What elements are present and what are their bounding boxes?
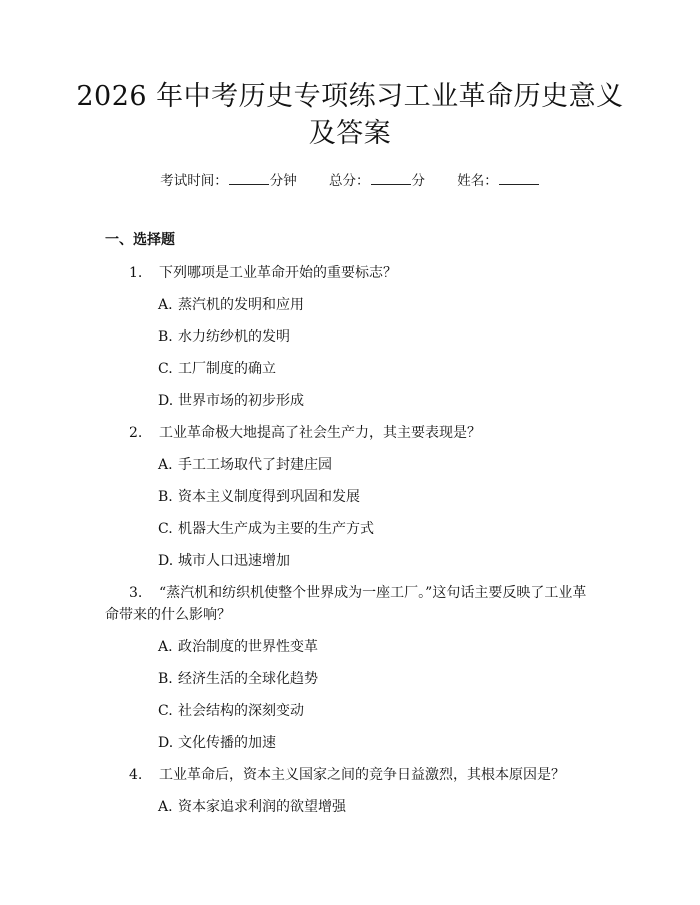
option-text: 手工工场取代了封建庄园: [178, 457, 332, 473]
option-letter: B.: [158, 329, 173, 345]
name-blank: [499, 174, 539, 185]
option-letter: C.: [158, 703, 173, 719]
option-letter: B.: [158, 671, 173, 687]
q3-option-b: [158, 668, 318, 688]
question-3: [129, 582, 586, 602]
question-number: 3.: [129, 585, 143, 601]
option-letter: A.: [158, 799, 173, 815]
question-number: 1.: [129, 265, 143, 281]
q1-option-d: [158, 390, 304, 410]
q2-option-a: [158, 454, 332, 474]
option-letter: D.: [158, 393, 174, 409]
question-3-continuation: 命带来的什么影响？: [105, 607, 231, 623]
option-letter: B.: [158, 489, 173, 505]
option-text: 城市人口迅速增加: [178, 553, 290, 569]
option-letter: A.: [158, 457, 173, 473]
exam-time-unit: 分钟: [269, 173, 297, 189]
section-heading: 一、选择题: [105, 232, 175, 248]
option-text: 蒸汽机的发明和应用: [178, 297, 304, 313]
option-letter: D.: [158, 553, 174, 569]
name-field: [457, 169, 540, 189]
option-text: 世界市场的初步形成: [178, 393, 304, 409]
q3-option-c: [158, 700, 304, 720]
question-2: [129, 422, 481, 442]
name-label: 姓名：: [457, 173, 498, 189]
option-letter: A.: [158, 639, 173, 655]
question-number: 4.: [129, 767, 143, 783]
option-text: 机器大生产成为主要的生产方式: [178, 521, 374, 537]
question-text: 下列哪项是工业革命开始的重要标志？: [159, 265, 397, 281]
option-text: 政治制度的世界性变革: [178, 639, 318, 655]
question-text: 工业革命极大地提高了社会生产力，其主要表现是？: [159, 425, 481, 441]
title-line-1: 2026 年中考历史专项练习工业革命历史意义: [76, 81, 624, 112]
q4-option-a: [158, 796, 346, 816]
document-title: [70, 78, 630, 152]
total-score-blank: [371, 174, 411, 185]
question-1: [129, 262, 397, 282]
option-letter: D.: [158, 735, 174, 751]
option-text: 工厂制度的确立: [178, 361, 276, 377]
total-score-label: 总分：: [329, 173, 370, 189]
q3-option-d: [158, 732, 276, 752]
q2-option-c: [158, 518, 374, 538]
exam-time-field: [160, 169, 297, 189]
q1-option-c: [158, 358, 276, 378]
total-score-unit: 分: [411, 173, 425, 189]
total-score-field: [329, 169, 425, 189]
exam-info-bar: [0, 169, 700, 189]
question-text: “蒸汽机和纺织机使整个世界成为一座工厂。”这句话主要反映了工业革: [159, 585, 587, 601]
option-text: 水力纺纱机的发明: [178, 329, 290, 345]
option-letter: C.: [158, 361, 173, 377]
exam-time-label: 考试时间：: [160, 173, 228, 189]
question-4: [129, 764, 565, 784]
q1-option-a: [158, 294, 304, 314]
option-text: 经济生活的全球化趋势: [178, 671, 318, 687]
question-number: 2.: [129, 425, 143, 441]
option-text: 社会结构的深刻变动: [178, 703, 304, 719]
option-text: 资本家追求利润的欲望增强: [178, 799, 346, 815]
title-line-2: 及答案: [308, 118, 392, 149]
exam-time-blank: [229, 174, 269, 185]
q3-option-a: [158, 636, 318, 656]
q2-option-d: [158, 550, 290, 570]
q2-option-b: [158, 486, 360, 506]
option-text: 资本主义制度得到巩固和发展: [178, 489, 360, 505]
option-letter: C.: [158, 521, 173, 537]
q1-option-b: [158, 326, 290, 346]
option-text: 文化传播的加速: [178, 735, 276, 751]
question-text: 工业革命后，资本主义国家之间的竞争日益激烈，其根本原因是？: [159, 767, 565, 783]
option-letter: A.: [158, 297, 173, 313]
